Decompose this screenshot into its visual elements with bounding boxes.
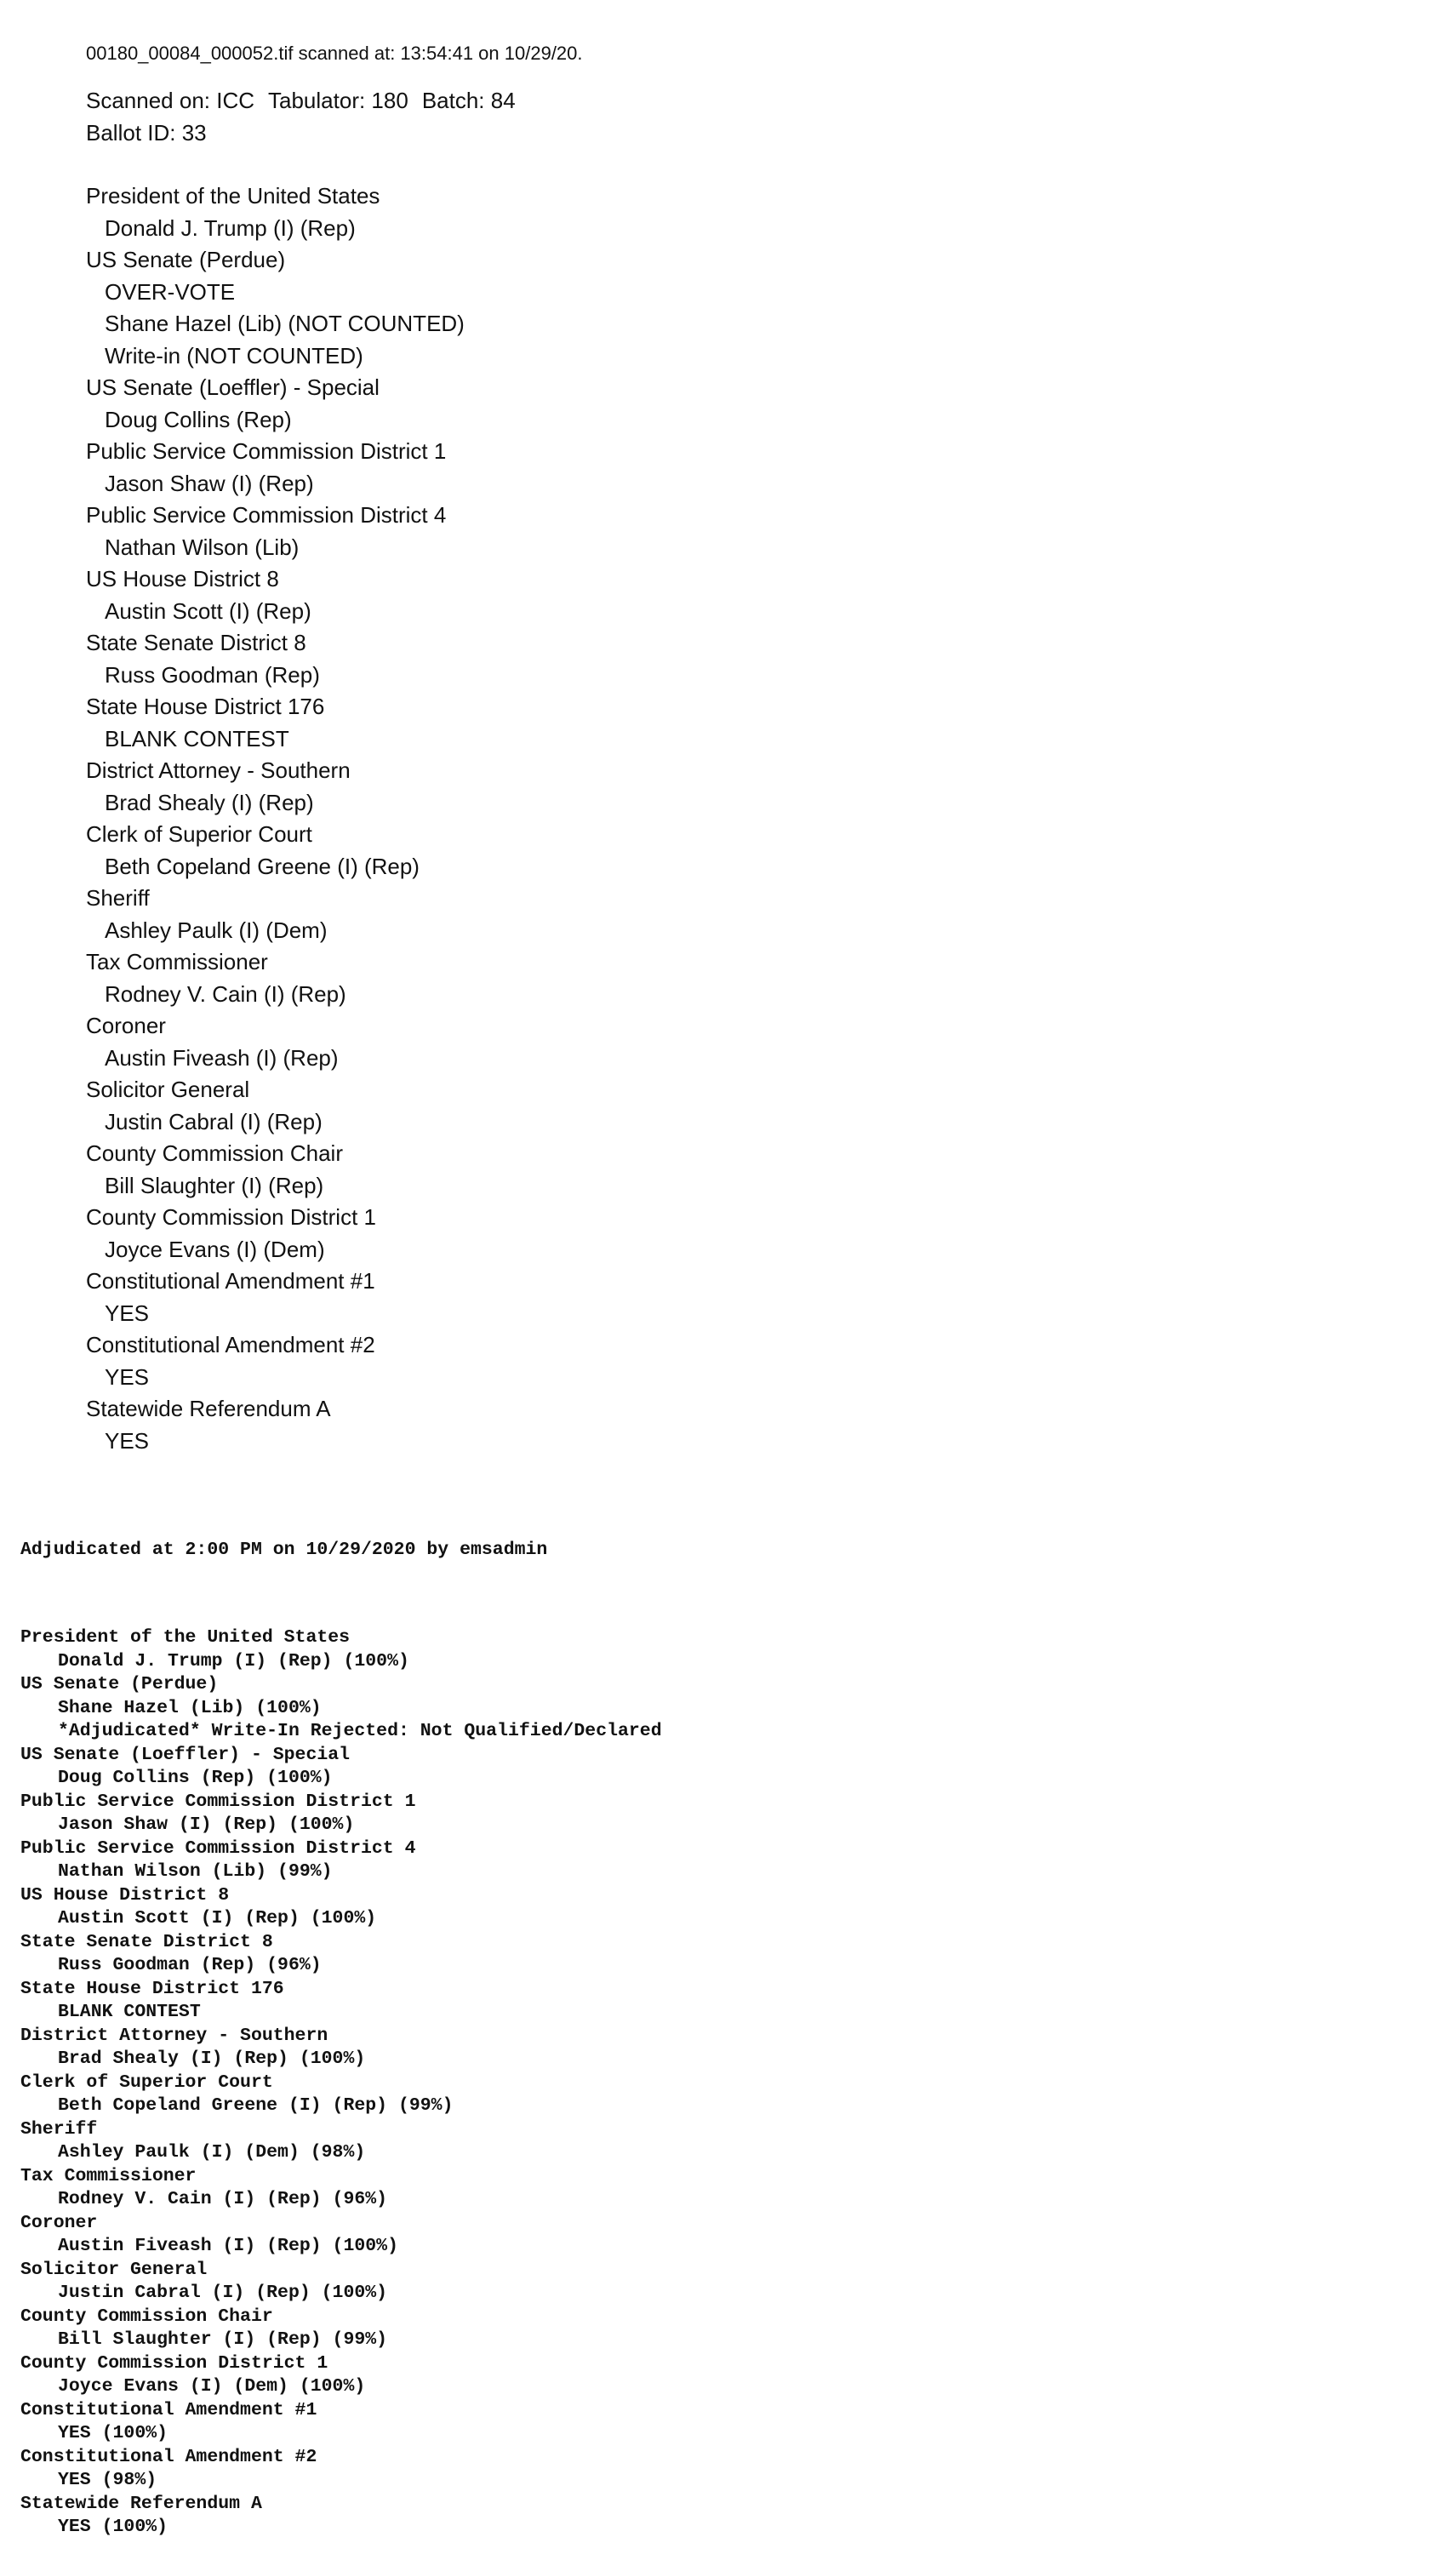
scan-race-list — [86, 180, 1362, 1457]
contest-title: County Commission Chair — [20, 2306, 273, 2327]
scan-header: 00180_00084_000052.tif scanned at: 13:54:41 on 10/29/20. — [86, 43, 583, 64]
contest-choice: Joyce Evans (I) (Dem) (100%) — [58, 2376, 366, 2397]
contest-choice: Bill Slaughter (I) (Rep) — [105, 1172, 324, 1198]
contest-title: Statewide Referendum A — [86, 1396, 331, 1421]
contest-title: Statewide Referendum A — [20, 2493, 262, 2514]
contest-choice: Ashley Paulk (I) (Dem) (98%) — [58, 2142, 366, 2163]
contest-title: Coroner — [20, 2212, 98, 2233]
contest-title: County Commission District 1 — [86, 1204, 376, 1230]
contest-choice: YES (100%) — [58, 2517, 168, 2537]
contest-title: President of the United States — [20, 1627, 351, 1648]
contest-choice: Brad Shealy (I) (Rep) (100%) — [58, 2049, 366, 2069]
contest-choice: Shane Hazel (Lib) (NOT COUNTED) — [105, 311, 465, 336]
contest-title: Public Service Commission District 4 — [20, 1837, 416, 1859]
contest-choice: YES (100%) — [58, 2423, 168, 2443]
adjudication-record — [20, 1498, 1433, 2560]
contest-title: County Commission Chair — [86, 1140, 343, 1166]
contest-choice: Joyce Evans (I) (Dem) — [105, 1236, 325, 1262]
contest-title: Sheriff — [86, 885, 150, 911]
contest-choice: Austin Scott (I) (Rep) (100%) — [58, 1908, 377, 1929]
contest-title: Coroner — [86, 1013, 166, 1038]
contest-title: State Senate District 8 — [86, 630, 306, 655]
contest-choice: Beth Copeland Greene (I) (Rep) (99%) — [58, 2095, 454, 2116]
contest-title: County Commission District 1 — [20, 2352, 328, 2374]
scan-meta-line-1 — [86, 85, 1362, 117]
contest-title: Public Service Commission District 1 — [86, 438, 447, 464]
contest-title: District Attorney - Southern — [86, 757, 351, 783]
contest-choice: Justin Cabral (I) (Rep) — [105, 1108, 323, 1134]
ballot-id: Ballot ID: 33 — [86, 119, 207, 146]
contest-choice: YES — [105, 1363, 150, 1390]
contest-title: Constitutional Amendment #1 — [86, 1268, 375, 1294]
adjudication-race-list — [20, 1626, 1433, 2540]
contest-title: US House District 8 — [20, 1884, 230, 1906]
contest-title: State Senate District 8 — [20, 1931, 273, 1952]
contest-title: Constitutional Amendment #2 — [86, 1332, 375, 1357]
contest-choice: Nathan Wilson (Lib) (99%) — [58, 1861, 333, 1882]
contest-title: US Senate (Perdue) — [86, 247, 286, 272]
contest-title: Solicitor General — [20, 2259, 208, 2280]
contest-title: US Senate (Loeffler) - Special — [20, 1744, 351, 1765]
contest-choice: Write-in (NOT COUNTED) — [105, 342, 363, 369]
contest-choice: Beth Copeland Greene (I) (Rep) — [105, 853, 420, 879]
scanned-on: Scanned on: ICC — [86, 88, 255, 113]
contest-choice: Brad Shealy (I) (Rep) — [105, 789, 314, 815]
contest-title: President of the United States — [86, 183, 380, 209]
contest-choice: YES — [105, 1300, 150, 1326]
contest-title: Public Service Commission District 1 — [20, 1791, 416, 1812]
contest-choice: Donald J. Trump (I) (Rep) — [105, 214, 356, 241]
tabulator: Tabulator: 180 — [268, 88, 408, 113]
batch: Batch: 84 — [421, 88, 516, 113]
contest-title: Tax Commissioner — [86, 949, 268, 974]
contest-title: US Senate (Loeffler) - Special — [86, 374, 380, 400]
contest-choice: *Adjudicated* Write-In Rejected: Not Qualified/Declared — [58, 1721, 662, 1741]
adjudication-title: Adjudicated at 2:00 PM on 10/29/2020 by emsadmin — [20, 1540, 548, 1560]
contest-title: Constitutional Amendment #2 — [20, 2446, 317, 2467]
scan-meta — [86, 85, 1362, 149]
contest-title: Tax Commissioner — [20, 2165, 197, 2186]
contest-title: District Attorney - Southern — [20, 2025, 328, 2046]
contest-choice: Bill Slaughter (I) (Rep) (99%) — [58, 2329, 388, 2350]
contest-choice: YES (98%) — [58, 2470, 157, 2490]
contest-choice: Austin Fiveash (I) (Rep) — [105, 1044, 339, 1071]
contest-choice: Shane Hazel (Lib) (100%) — [58, 1697, 322, 1718]
contest-choice: OVER-VOTE — [105, 278, 236, 305]
contest-title: State House District 176 — [86, 694, 325, 719]
contest-choice: Russ Goodman (Rep) (96%) — [58, 1955, 322, 1975]
contest-title: US House District 8 — [86, 566, 279, 591]
scan-record — [86, 39, 1362, 1457]
contest-title: Solicitor General — [86, 1077, 250, 1102]
contest-title: Sheriff — [20, 2118, 98, 2140]
contest-choice: Doug Collins (Rep) (100%) — [58, 1768, 333, 1788]
contest-choice: Jason Shaw (I) (Rep) (100%) — [58, 1814, 355, 1835]
contest-title: Public Service Commission District 4 — [86, 502, 447, 528]
contest-title: Constitutional Amendment #1 — [20, 2399, 317, 2420]
contest-choice: Austin Fiveash (I) (Rep) (100%) — [58, 2236, 398, 2256]
contest-choice: YES — [105, 1427, 150, 1454]
contest-choice: Jason Shaw (I) (Rep) — [105, 470, 314, 496]
contest-choice: Ashley Paulk (I) (Dem) — [105, 917, 328, 943]
contest-choice: BLANK CONTEST — [105, 725, 289, 751]
contest-title: US Senate (Perdue) — [20, 1674, 219, 1694]
contest-choice: Rodney V. Cain (I) (Rep) (96%) — [58, 2189, 388, 2209]
contest-choice: BLANK CONTEST — [58, 2002, 201, 2022]
contest-choice: Nathan Wilson (Lib) — [105, 534, 300, 560]
contest-choice: Russ Goodman (Rep) — [105, 661, 320, 688]
contest-title: Clerk of Superior Court — [20, 2071, 273, 2093]
contest-choice: Austin Scott (I) (Rep) — [105, 597, 311, 624]
contest-title: State House District 176 — [20, 1978, 284, 1999]
contest-title: Clerk of Superior Court — [86, 821, 312, 847]
contest-choice: Donald J. Trump (I) (Rep) (100%) — [58, 1650, 409, 1671]
contest-choice: Justin Cabral (I) (Rep) (100%) — [58, 2283, 388, 2303]
contest-choice: Rodney V. Cain (I) (Rep) — [105, 980, 346, 1007]
contest-choice: Doug Collins (Rep) — [105, 406, 292, 432]
